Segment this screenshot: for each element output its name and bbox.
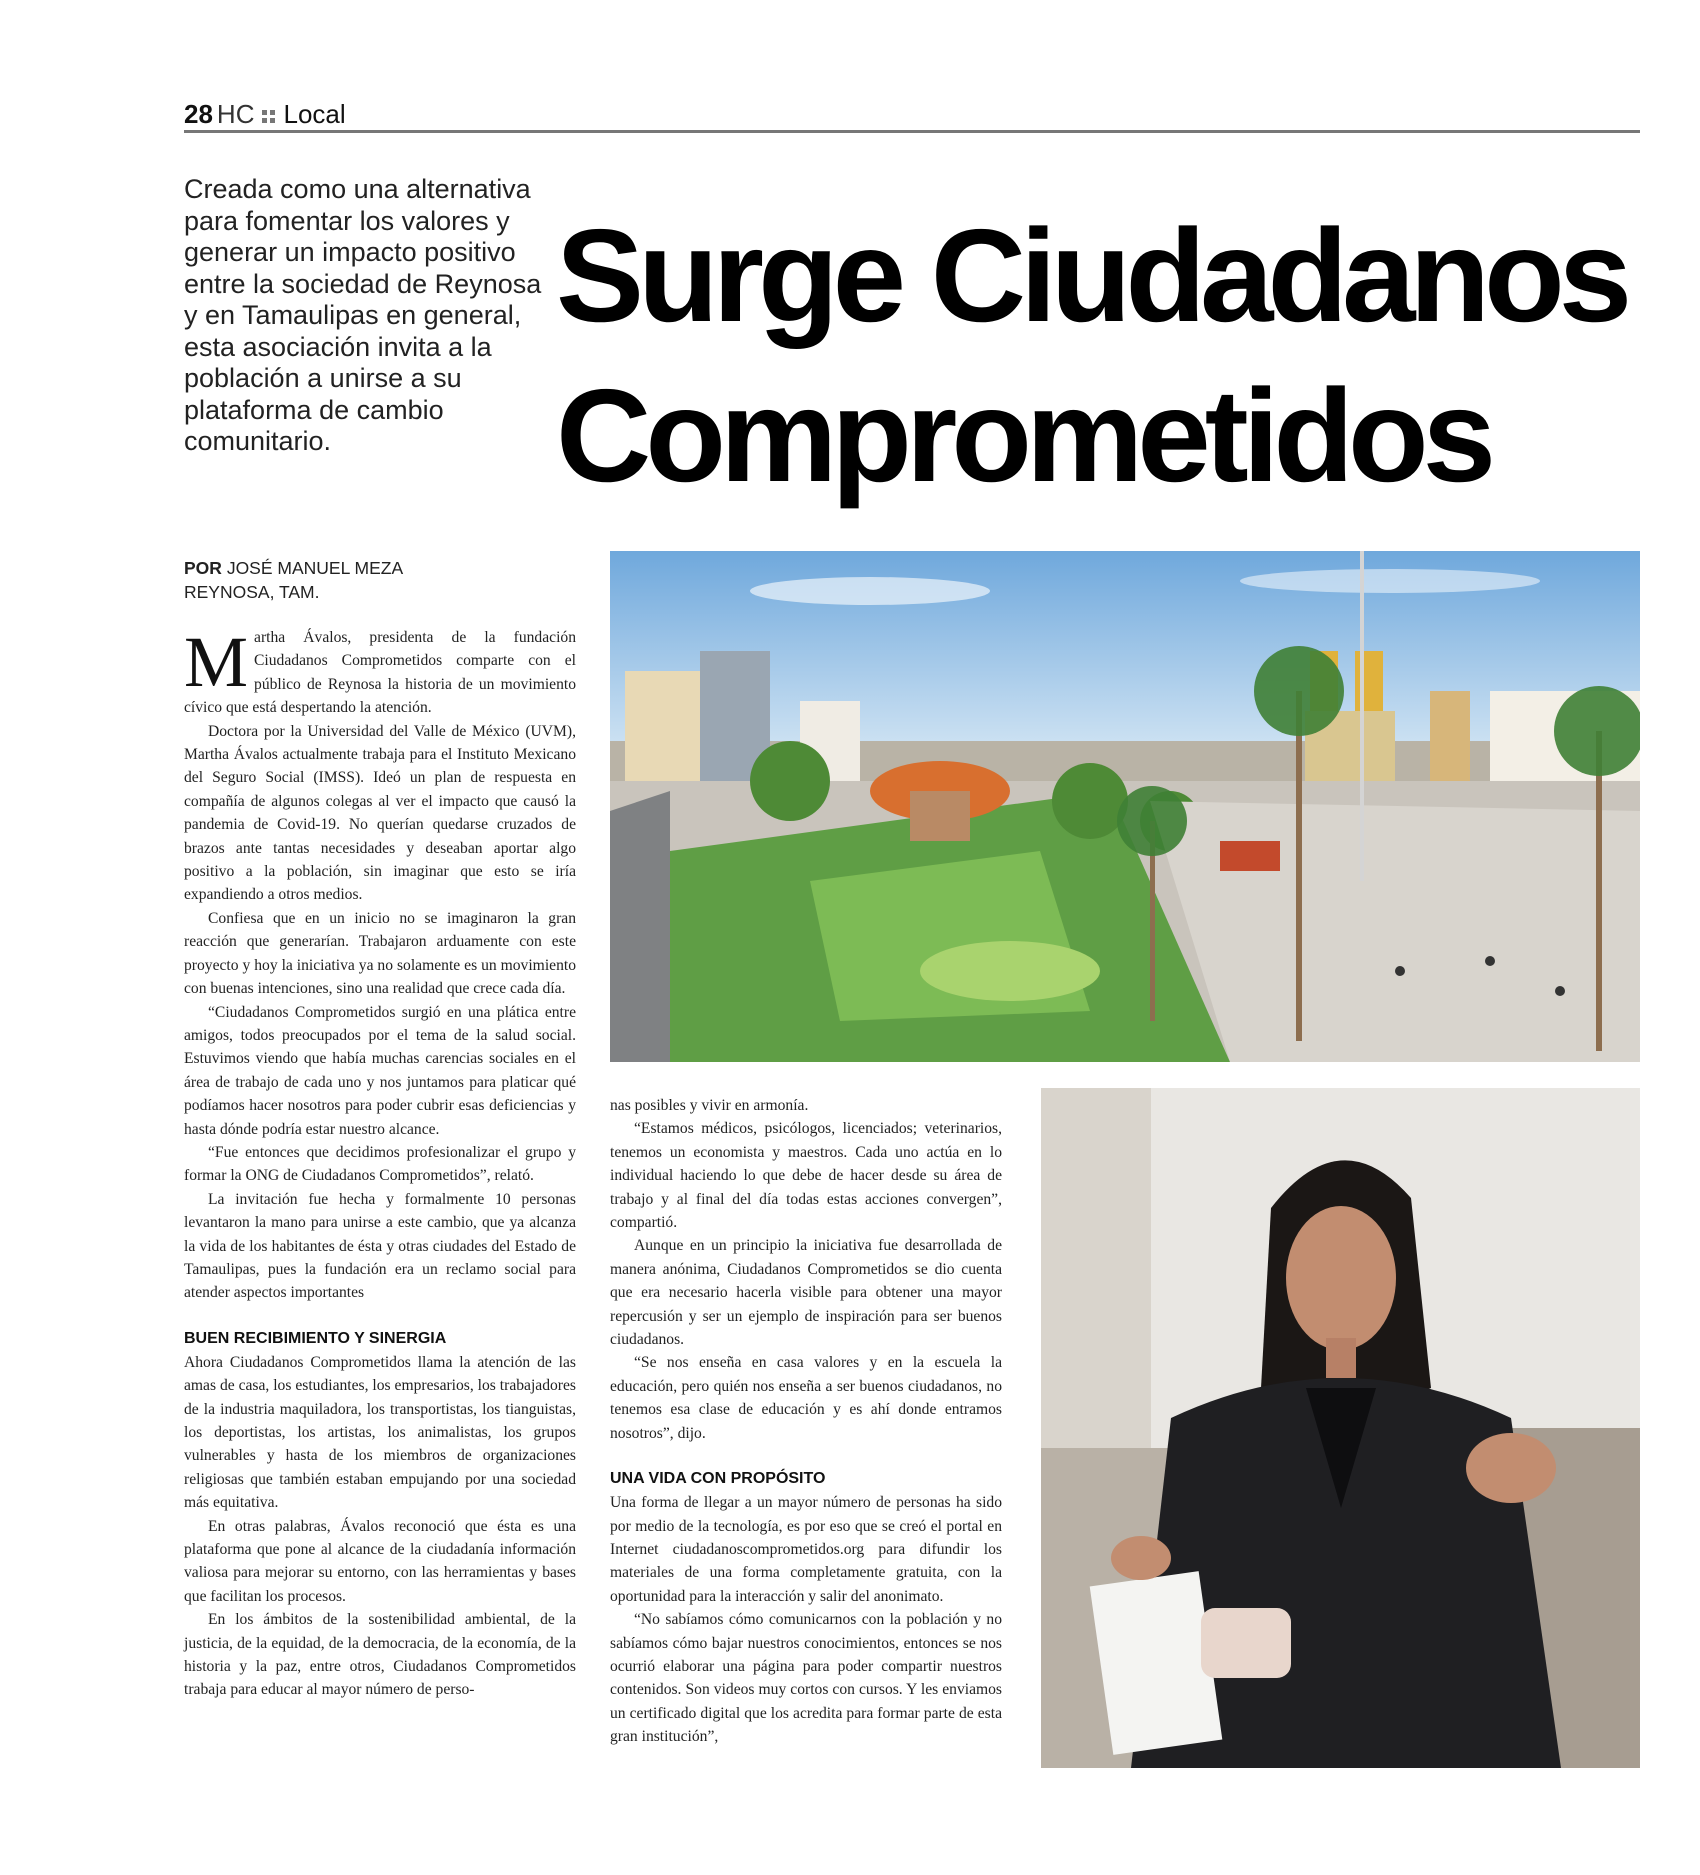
section-name: Local xyxy=(283,99,346,129)
col1-subhead: BUEN RECIBIMIENTO Y SINERGIA xyxy=(184,1329,447,1347)
col1-paragraph-2: Doctora por la Universidad del Valle de México (UVM), Martha Ávalos actualmente trabaja para el Instituto Mexicano del Seguro Social (IMSS). Ideó un plan de respuesta en compañía de algunos colegas al ver el impacto que causó la pandemia de Covid-19. No querían quedarse cruzados de brazos ante tantas necesidades y deseaban aportar algo positivo a la población, sin imaginar que esto se iría expandiendo a otros medios. xyxy=(184,722,576,904)
plaza-photo xyxy=(610,551,1640,1062)
col2-paragraph-5: Una forma de llegar a un mayor número de personas ha sido por medio de la tecnología, es por eso que se creó el portal en Internet ciudadanoscomprometidos.org para difundir los materiales de una forma completamente gratuita, con la oportunidad para la interacción y salir del anonimato. xyxy=(610,1494,1002,1605)
col1-paragraph-9: En los ámbitos de la sostenibilidad ambiental, de la justicia, de la equidad, de la democracia, de la economía, de la historia y la paz, entre otros, Ciudadanos Comprometidos trabaja para educar al mayor número de perso- xyxy=(184,1611,576,1699)
page-number: 28 xyxy=(184,99,213,129)
col2-paragraph-4: “Se nos enseña en casa valores y en la escuela la educación, pero quién nos enseña a ser buenos ciudadanos, no tenemos esa clase de educación y es ahí donde entramos nosotros”, dijo. xyxy=(610,1354,1002,1442)
byline-prefix: POR xyxy=(184,558,222,578)
col1-paragraph-7: Ahora Ciudadanos Comprometidos llama la atención de las amas de casa, los estudiantes, los empresarios, los trabajadores de la industria maquiladora, los transportistas, los tianguistas, los deportistas, los artistas, los animalistas, los grupos vulnerables y hasta de los miembros de organizaciones religiosas que también estaban empujando por una sociedad más equitativa. xyxy=(184,1353,576,1512)
dropcap: M xyxy=(184,622,249,702)
headline-line-1: Surge Ciudadanos xyxy=(556,202,1627,349)
byline xyxy=(184,556,584,604)
col2-paragraph-6: “No sabíamos cómo comunicarnos con la población y no sabíamos cómo bajar nuestros conocimientos, entonces se nos ocurrió elaborar una página para poder compartir nuestros contenidos. Son videos muy cortos con cursos. Y les enviamos un certificado digital que los acredita para formar parte de esta gran institución”, xyxy=(610,1611,1002,1746)
byline-author: JOSÉ MANUEL MEZA xyxy=(226,558,404,578)
col2-subhead: UNA VIDA CON PROPÓSITO xyxy=(610,1470,826,1488)
article-headline xyxy=(556,196,1656,516)
article-deck: Creada como una alternativa para fomentar los valores y generar un impacto positivo entre la sociedad de Reynosa y en Tamaulipas en general, esta asociación invita a la población a unirse a su plataforma de cambio comunitario. xyxy=(184,174,542,456)
byline-location: REYNOSA, TAM. xyxy=(184,582,320,602)
article-column-2 xyxy=(610,1094,1002,1749)
publication-name: HC xyxy=(216,99,255,129)
col1-paragraph-3: Confiesa que en un inicio no se imaginaron la gran reacción que generarían. Trabajaron arduamente con este proyecto y hoy la iniciativa ya no solamente es un movimiento con buenas intenciones, sino una realidad que crece cada día. xyxy=(184,909,576,998)
page-header xyxy=(184,98,1640,133)
col1-paragraph-1: artha Ávalos, presidenta de la fundación Ciudadanos Comprometidos comparte con el público de Reynosa la historia de un movimiento cívico que está despertando la atención. xyxy=(184,629,576,717)
portrait-photo xyxy=(1041,1088,1640,1768)
col1-paragraph-8: En otras palabras, Ávalos reconoció que ésta es una plataforma que pone al alcance de la ciudadanía información valiosa para mejorar su entorno, con las herramientas y bases que facilitan los procesos. xyxy=(184,1517,576,1605)
col1-paragraph-5: “Fue entonces que decidimos profesionalizar el grupo y formar la ONG de Ciudadanos Comprometidos”, relató. xyxy=(184,1143,576,1185)
col2-paragraph-1: nas posibles y vivir en armonía. xyxy=(610,1097,809,1114)
headline-line-2: Comprometidos xyxy=(556,362,1491,509)
col1-paragraph-4: “Ciudadanos Comprometidos surgió en una plática entre amigos, todos preocupados por el tema de la salud social. Estuvimos viendo que había muchas carencias sociales en el área de trabajo de cada uno y nos juntamos para platicar qué podíamos hacer nosotros para poder cubrir esas deficiencias y hasta dónde podría estar nuestro alcance. xyxy=(184,1003,576,1138)
separator-icon xyxy=(262,110,275,123)
col2-paragraph-3: Aunque en un principio la iniciativa fue desarrollada de manera anónima, Ciudadanos Comprometidos se dio cuenta que era necesario hacerla visible para obtener una mayor repercusión y ser un ejemplo de inspiración para ser buenos ciudadanos. xyxy=(610,1237,1002,1349)
col1-paragraph-6: La invitación fue hecha y formalmente 10 personas levantaron la mano para unirse a este cambio, que ya alcanza la vida de los habitantes de ésta y otras ciudades del Estado de Tamaulipas, pues la fundación era un reclamo social para atender aspectos importantes xyxy=(184,1190,576,1302)
col2-paragraph-2: “Estamos médicos, psicólogos, licenciados; veterinarios, tenemos un economista y maestros. Cada uno actúa en lo individual haciendo lo que debe de hacer desde su área de trabajo y al final del día todas estas acciones convergen”, compartió. xyxy=(610,1120,1002,1232)
article-column-1 xyxy=(184,622,576,1702)
